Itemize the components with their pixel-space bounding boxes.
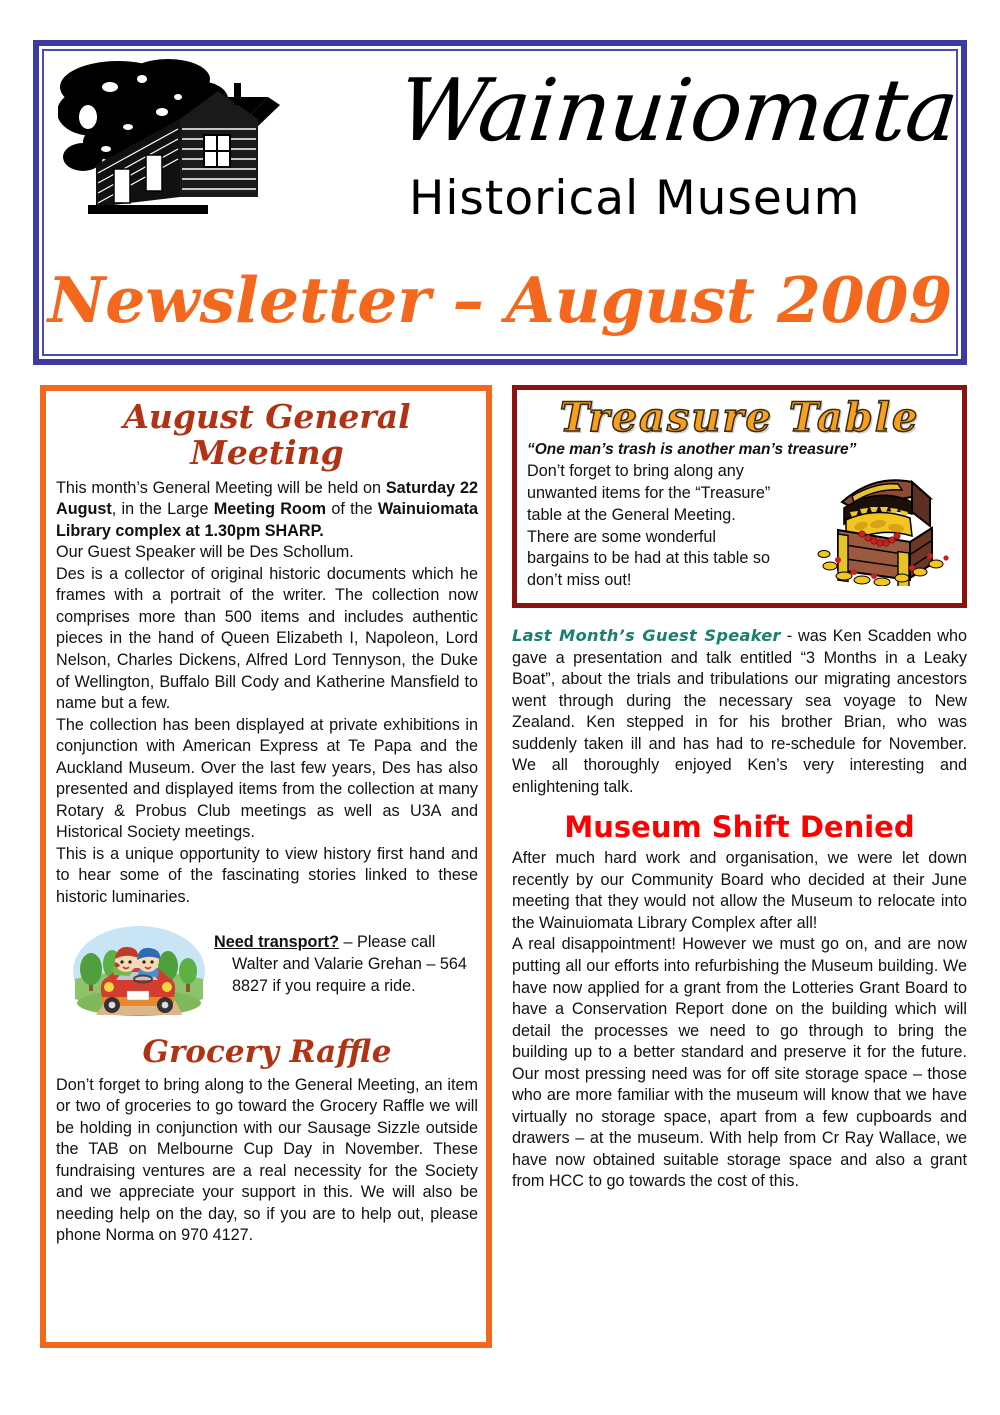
museum-building-icon — [58, 57, 388, 257]
meeting-venue-bold: Wainuiomata Library complex at 1.30pm SHARP. — [56, 500, 478, 540]
meeting-paragraph-3: Des is a collector of original historic documents which he frames with a portrait of the writer. The collection now comprises more than 500 items and includes authentic pieces in the hand of Queen Elizabeth I, Napoleon, Lord Nelson, Charles Dickens, Alfred Lord Tennyson, the Duke of Wellington, Buffalo Bill Cody and Katherine Mansfield to name but a few. — [56, 564, 478, 713]
guest-speaker-paragraph — [512, 625, 967, 798]
right-column — [512, 385, 967, 1348]
left-column — [40, 385, 492, 1348]
guest-speaker-body: - was Ken Scadden who gave a presentation and talk entitled “3 Months in a Leaky Boat”, about the trials and tribulations our migrating ancestors went through during the necessary sea voyage to New Zealand. Ken stepped in for his brother Brian, who was suddenly taken ill and has had to re-schedule for November. We all thoroughly enjoyed Ken’s very interesting and enlightening talk. — [512, 627, 967, 796]
shift-denied-paragraph-1: After much hard work and organisation, we were let down recently by our Community Board who decided at their June meeting that they would not allow the Museum to relocate into the Wainuiomata Library Complex after all! — [512, 849, 967, 932]
meeting-p1-mid1: , in the Large — [111, 500, 214, 519]
meeting-room-bold: Meeting Room — [213, 500, 327, 519]
need-transport-call: – Please call — [339, 932, 436, 951]
need-transport-label: Need transport? — [214, 932, 340, 951]
meeting-date-bold: Saturday 22 August — [56, 478, 478, 519]
left-column-content — [40, 385, 492, 1247]
august-general-meeting-heading: August General Meeting — [123, 397, 411, 473]
need-transport-line3: 8827 if you require a ride. — [232, 977, 416, 996]
museum-shift-denied-heading: Museum Shift Denied — [564, 810, 915, 845]
need-transport-block — [56, 919, 478, 1019]
meeting-p1-mid2: of the — [326, 500, 378, 519]
treasure-chest-icon — [816, 468, 956, 586]
treasure-table-quote: “One man’s trash is another man’s treasure” — [527, 441, 857, 458]
wordmark-script-text: Wainuiomata — [393, 61, 962, 161]
wordmark-subtitle-text: Historical Museum — [409, 171, 861, 226]
guest-speaker-lead: Last Month’s Guest Speaker — [512, 626, 781, 645]
need-transport-text — [214, 919, 467, 998]
grocery-raffle-body: Don’t forget to bring along to the General Meeting, an item or two of groceries to go toward the Grocery Raffle we will be holding in conjunction with our Sausage Sizzle outside the TAB on Melbourne Cup Day in November. These fundraising ventures are a real necessity for the Society and we appreciate your support in this. We will also be needing help on the day, so if you are to help out, please phone Norma on 970 4127. — [56, 1075, 478, 1245]
grocery-raffle-heading: Grocery Raffle — [142, 1033, 392, 1070]
treasure-table-box — [512, 385, 967, 608]
shift-denied-paragraph-2: A real disappointment! However we must go on, and are now putting all our efforts into refurbishing the Museum building. We have now applied for a grant from the Lotteries Grant Board to have a Conservation Report done on the building which will detail the processes we need to go through to bring the building up to a better standard and preserve it for the future. Our most pressing need was for off site storage space – those who are more familiar with the museum will know that we have virtually no storage space, apart from a few cupboards and drawers – at the museum. With help from Cr Ray Wallace, we have now obtained suitable storage space and also a grant from HCC to go towards the cost of this. — [512, 935, 967, 1191]
meeting-paragraph-4: The collection has been displayed at private exhibitions in conjunction with American Express at Te Papa and the Auckland Museum. Over the last few years, Des has also presented and displayed items from the collection at many Rotary & Probus Club meetings as well as U3A and Historical Society meetings. — [56, 715, 478, 842]
masthead-banner — [33, 40, 967, 365]
meeting-p1-pre: This month’s General Meeting will be held on — [56, 478, 386, 497]
children-in-car-icon — [70, 919, 208, 1019]
museum-wordmark — [389, 59, 962, 259]
meeting-paragraph-2: Our Guest Speaker will be Des Schollum. — [56, 543, 354, 562]
need-transport-line2: Walter and Valarie Grehan – 564 — [232, 954, 467, 973]
masthead-inner-frame — [42, 49, 962, 356]
treasure-table-title: Treasure Table — [559, 394, 920, 441]
treasure-table-body: Don’t forget to bring along any unwanted items for the “Treasure” table at the General Meeting. There are some wonderful bargains to be had at this table so don’t miss out! — [527, 462, 771, 590]
meeting-paragraph-1 — [56, 478, 478, 543]
newsletter-title: Newsletter – August 2009 — [47, 263, 953, 337]
logo-row — [44, 51, 962, 256]
meeting-paragraph-5: This is a unique opportunity to view history first hand and to hear some of the fascinating stories linked to these historic luminaries. — [56, 844, 478, 906]
right-column-flow — [512, 625, 967, 1193]
